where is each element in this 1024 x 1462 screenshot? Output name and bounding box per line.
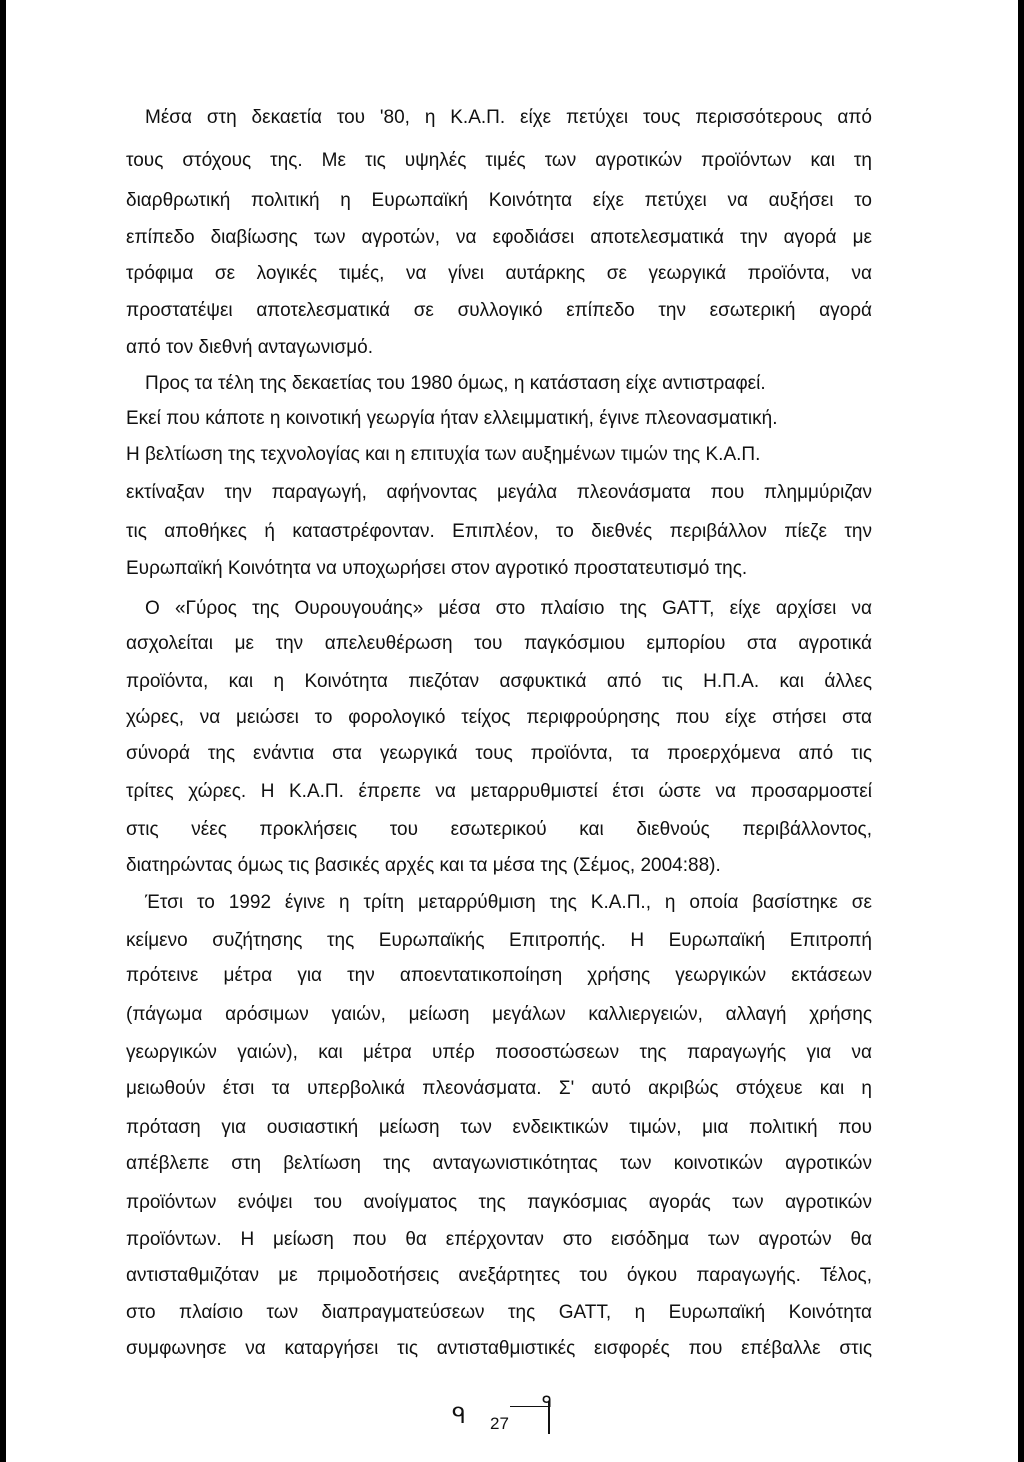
text-line: αντισταθμιζόταν με πριμοδοτήσεις ανεξάρτητες του όγκου παραγωγής. Τέλος, <box>126 1265 872 1286</box>
text-line: συμφωνησε να καταργήσει τις αντισταθμιστικές εισφορές που επέβαλλε στις <box>126 1338 872 1359</box>
text-line: Ευρωπαϊκή Κοινότητα να υποχωρήσει στον αγροτικό προστατευτισμό της. <box>126 558 748 579</box>
page-number: 27 <box>490 1414 509 1433</box>
text-line: στις νέες προκλήσεις του εσωτερικού και διεθνούς περιβάλλοντος, <box>126 819 872 840</box>
text-line: προϊόντων. Η μείωση που θα επέρχονταν στο εισόδημα των αγροτών θα <box>126 1229 872 1250</box>
text-line: μειωθούν έτσι τα υπερβολικά πλεονάσματα. Σ' αυτό ακριβώς στόχευε και η <box>126 1078 872 1099</box>
text-line: (πάγωμα αρόσιμων γαιών, μείωση μεγάλων καλλιεργειών, αλλαγή χρήσης <box>126 1004 872 1025</box>
text-line: στο πλαίσιο των διαπραγματεύσεων της GATT, η Ευρωπαϊκή Κοινότητα <box>126 1302 872 1323</box>
text-line: τους στόχους της. Με τις υψηλές τιμές των αγροτικών προϊόντων και τη <box>126 150 872 171</box>
text-line: διατηρώντας όμως τις βασικές αρχές και τα μέσα της (Σέμος, 2004:88). <box>126 855 721 876</box>
text-line: τρίτες χώρες. Η Κ.Α.Π. έπρεπε να μεταρρυθμιστεί έτσι ώστε να προσαρμοστεί <box>126 781 872 802</box>
text-line: Η βελτίωση της τεχνολογίας και η επιτυχία των αυξημένων τιμών της Κ.Α.Π. <box>126 444 761 465</box>
text-line: Έτσι το 1992 έγινε η τρίτη μεταρρύθμιση της Κ.Α.Π., η οποία βασίστηκε σε <box>145 892 872 913</box>
text-line: Προς τα τέλη της δεκαετίας του 1980 όμως, η κατάσταση είχε αντιστραφεί. <box>145 373 766 394</box>
page-footer <box>452 1394 556 1438</box>
text-line: προϊόντα, και η Κοινότητα πιεζόταν ασφυκτικά από τις Η.Π.Α. και άλλες <box>126 671 872 692</box>
text-line: προστατέψει αποτελεσματικά σε συλλογικό επίπεδο την εσωτερική αγορά <box>126 300 872 321</box>
text-line: απέβλεπε στη βελτίωση της ανταγωνιστικότητας των κοινοτικών αγροτικών <box>126 1153 872 1174</box>
text-line: επίπεδο διαβίωσης των αγροτών, να εφοδιάσει αποτελεσματικά την αγορά με <box>126 227 872 248</box>
text-line: πρόταση για ουσιαστική μείωση των ενδεικτικών τιμών, μια πολιτική που <box>126 1117 872 1138</box>
text-line: τρόφιμα σε λογικές τιμές, να γίνει αυτάρκης σε γεωργικά προϊόντα, να <box>126 263 872 284</box>
text-line: Εκεί που κάποτε η κοινοτική γεωργία ήταν ελλειμματική, έγινε πλεονασματική. <box>126 408 778 429</box>
footer-vertical-rule <box>548 1402 550 1434</box>
text-line: τις αποθήκες ή καταστρέφονταν. Επιπλέον, το διεθνές περιβάλλον πίεζε την <box>126 521 872 542</box>
text-line: πρότεινε μέτρα για την αποεντατικοποίηση χρήσης γεωργικών εκτάσεων <box>126 965 872 986</box>
text-line: ασχολείται με την απελευθέρωση του παγκόσμιου εμπορίου στα αγροτικά <box>126 633 872 654</box>
text-line: εκτίναξαν την παραγωγή, αφήνοντας μεγάλα πλεονάσματα που πλημμύριζαν <box>126 482 872 503</box>
text-line: γεωργικών γαιών), και μέτρα υπέρ ποσοστώσεων της παραγωγής για να <box>126 1042 872 1063</box>
text-line: χώρες, να μειώσει το φορολογικό τείχος περιφρούρησης που είχε στήσει στα <box>126 707 872 728</box>
text-line: Μέσα στη δεκαετία του '80, η Κ.Α.Π. είχε πετύχει τους περισσότερους από <box>145 107 872 128</box>
text-line: προϊόντων ενόψει του ανοίγματος της παγκόσμιας αγοράς των αγροτικών <box>126 1192 872 1213</box>
corner-mark-icon: ᑫ <box>542 1394 553 1411</box>
text-line: διαρθρωτική πολιτική η Ευρωπαϊκή Κοινότητα είχε πετύχει να αυξήσει το <box>126 190 872 211</box>
footer-mark-icon: ᑫ <box>452 1403 466 1428</box>
text-line: σύνορά της ενάντια στα γεωργικά τους προϊόντα, τα προερχόμενα από τις <box>126 743 872 764</box>
text-line: από τον διεθνή ανταγωνισμό. <box>126 337 373 358</box>
text-line: κείμενο συζήτησης της Ευρωπαϊκής Επιτροπής. Η Ευρωπαϊκή Επιτροπή <box>126 930 872 951</box>
text-line: Ο «Γύρος της Ουρουγουάης» μέσα στο πλαίσιο της GATT, είχε αρχίσει να <box>145 598 872 619</box>
